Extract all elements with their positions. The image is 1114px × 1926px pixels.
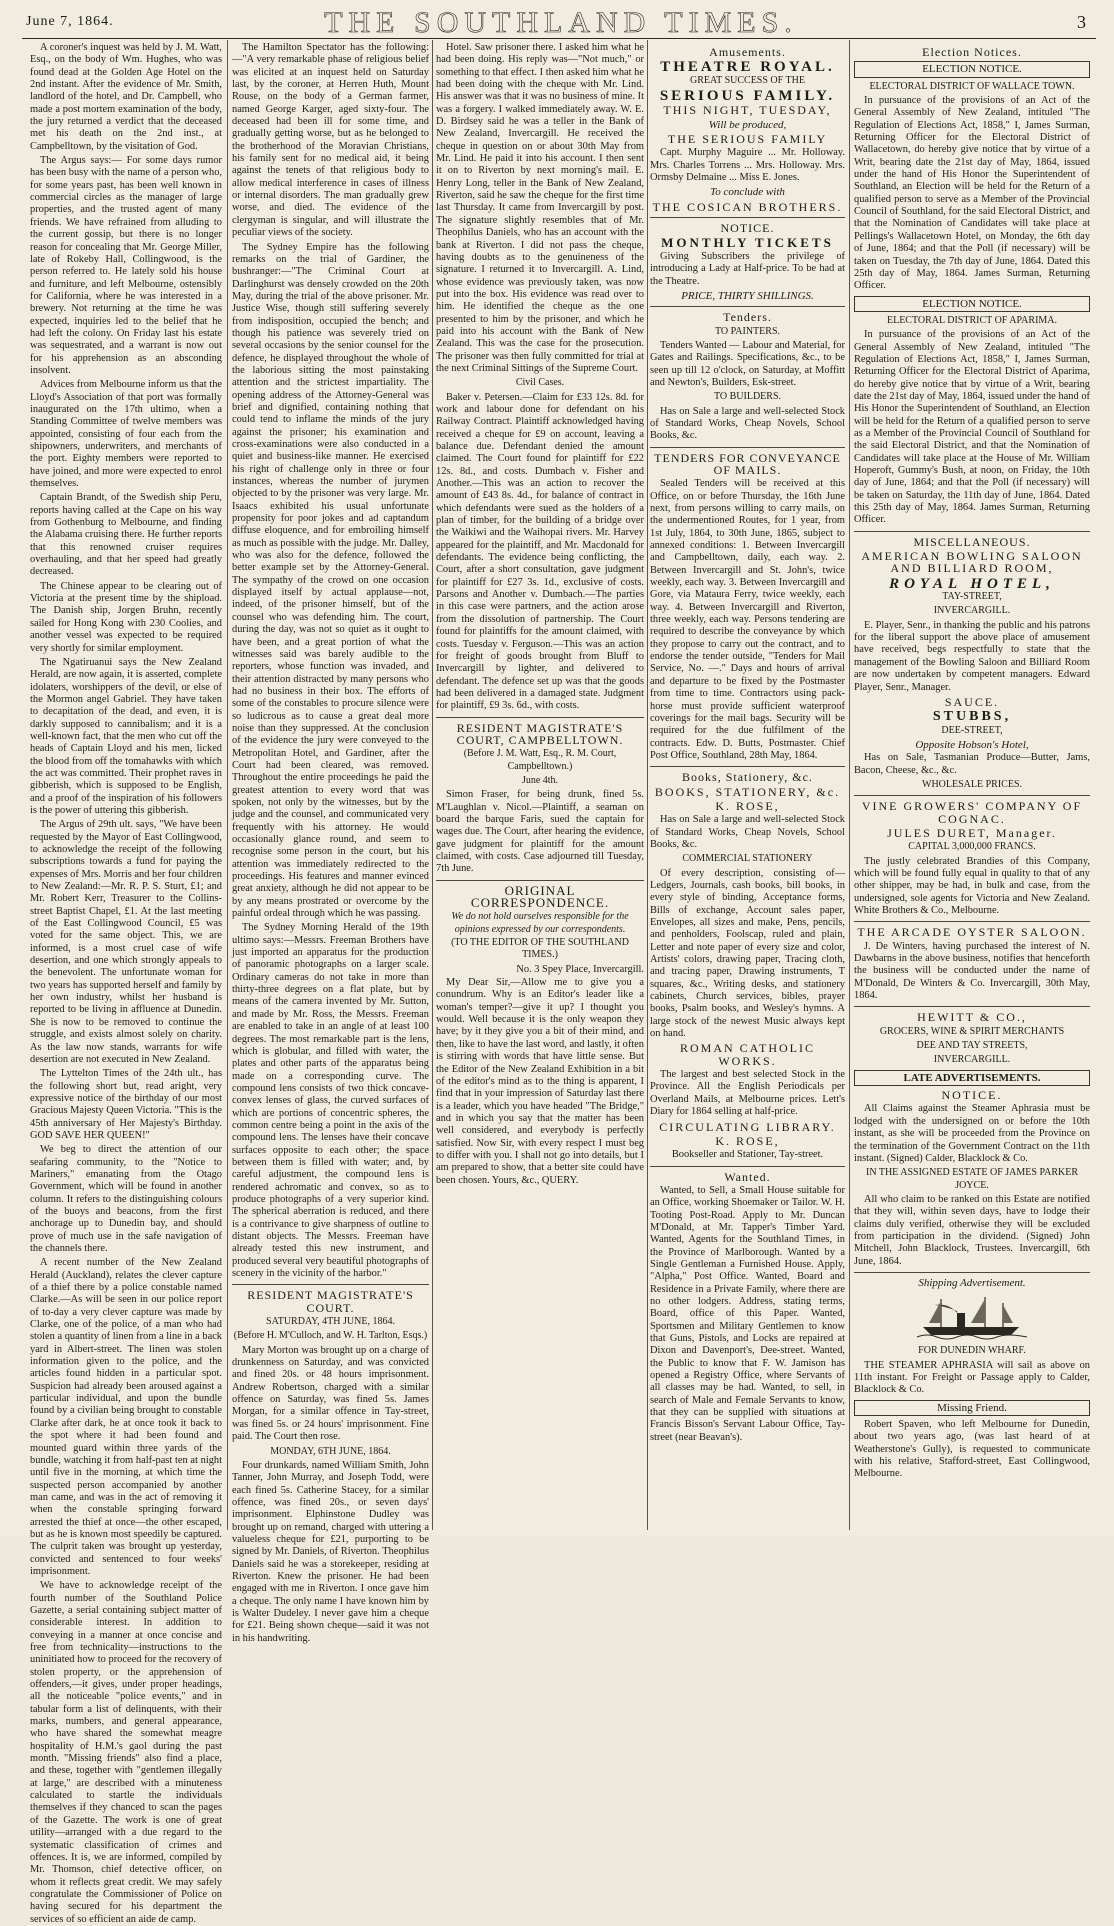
- play-name: SERIOUS FAMILY.: [659, 88, 836, 105]
- divider: [854, 1272, 1090, 1273]
- cast-list: Capt. Murphy Maguire ... Mr. Holloway. Mrs. Charles Torrens ... Mrs. Holloway. Mrs. Ormsby Delmaine ... Miss E. Jones.: [650, 147, 845, 184]
- oyster-saloon-text: J. De Winters, having purchased the interest of N. Dawbarns in the above business, notifies that henceforth the business will be conducted under the name of M'Donald, De Winters & Co. Invercargill, 30th May, 1864.: [854, 940, 1090, 1002]
- cognac-capital: CAPITAL 3,000,000 FRANCS.: [908, 841, 1036, 853]
- hotel-street: TAY-STREET,: [942, 591, 1002, 603]
- letter-address-line: (TO THE EDITOR OF THE SOUTHLAND TIMES.): [451, 937, 629, 961]
- court-report: Four drunkards, named William Smith, John Tanner, John Murray, and Joseph Todd, were each fined 5s. Catherine Stacey, for a similar offence, was fined 20s., or seven days' imprisonment. Elphinstone Dudley was brought up on remand, charged with uttering a valueless cheque for £21, purporting to be signed by Mr. Daniels, of Riverton. Theophilus Daniels said he was a storekeeper, residing at Riverton. Knew the prisoner. He had been engaged with me in Riverton. I once gave him a cheque. The only name I have known him by is Walter Dudeley. I never gave him a cheque for £21. Being shown cheque—said it was not in his handwriting.: [232, 1459, 429, 1644]
- hotel-town: INVERCARGILL.: [933, 605, 1011, 617]
- after-piece: THE COSICAN BROTHERS.: [652, 199, 843, 214]
- news-paragraph: Captain Brandt, of the Swedish ship Peru, reports having called at the Cape on his way from Gothenburg to Melbourne, and finding the Alabama cruising there. He further reports that this renowned cruiser requires overhauling, and that her speed had greatly decreased.: [30, 492, 222, 578]
- divider: [854, 1006, 1090, 1007]
- performance-night: THIS NIGHT, TUESDAY,: [663, 103, 832, 118]
- column-4: [650, 42, 845, 1532]
- court-report: Mary Morton was brought up on a charge of drunkenness on Saturday, and was convicted and fined 20s. or 48 hours imprisonment. Andrew Robertson, charged with a similar offence on Saturday, was fined 5s. James Morgan, for a similar offence in Tay-street, was fined 5s. or 24 hours' imprisonment. Fine paid. The Court then rose.: [232, 1344, 429, 1443]
- news-paragraph: The Lyttelton Times of the 24th ult., has the following short but, read aright, very expressive notice of the birthday of our most Gracious Majesty Queen Victoria. "This is the 45th anniversary of Her Majesty's Birthday. GOD SAVE HER QUEEN!": [30, 1068, 222, 1141]
- court-heading: RESIDENT MAGISTRATE'S COURT, CAMPBELLTOWN.: [456, 720, 624, 747]
- stationery-text: Of every description, consisting of—Ledgers, Journals, cash books, bill books, in every style of binding, Acceptance forms, Bills of exchange, Account sales paper, Envelopes, all sizes and make, Pens, pencils, and penholders, Foolscap, ruled and plain, Letter and note paper of every size and color, Artists' colors, drawing paper, Tracing cloth, and tracing paper, Drawing instruments, T squares, &c., Writing desks, and stationery cabinets, Church services, bibles, prayer books, Psalm books, and Wesley's hymns. A large stock of the newest Music always kept on hand.: [650, 867, 845, 1040]
- newspaper-title: THE SOUTHLAND TIMES.: [324, 6, 798, 39]
- ticket-price: PRICE, THIRTY SHILLINGS.: [681, 289, 814, 302]
- column-rule: [432, 40, 433, 1530]
- divider: [650, 217, 845, 218]
- mails-text: Sealed Tenders will be received at this Office, on or before Thursday, the 16th June next, from persons willing to carry mails, on the undermentioned Routes, for 1 year, from 1st July, 1864, to 30th June, 1865, subject to annexed conditions: 1. Between Invercargill and Campbelltown, daily, each way. 2. Between Invercargill and St. John's, twice weekly, each way. 3. Between Invercargill and Gore, via Mataura Ferry, twice weekly, each way. 4. Between Invercargill and Riverton, three weekly, each way. Persons tendering are required to describe the conveyance by which they propose to carry out the contract, and to endorse the tender outside, "Tenders for Mail Service, No. —." Days and hours of arrival and departure to be fixed by the Postmaster from time to time. Contractors using pack-horse must provide sufficient waterproof coverings for the mail bags. Security will be required for the due fulfilment of the contracts. Edw. D. Butts, Postmaster. Chief Post Office, Southland, 28th May, 1864.: [650, 478, 845, 761]
- wholesale-line: WHOLESALE PRICES.: [922, 778, 1022, 790]
- court-report: Simon Fraser, for being drunk, fined 5s. M'Laughlan v. Nicol.—Plaintiff, a seaman on board the barque Faris, sued the captain for wages due. The Court, after hearing the evidence, gave judgment for plaintiff for the amount claimed, with costs. Case adjourned till Tuesday, 7th June.: [436, 789, 644, 875]
- library-heading: CIRCULATING LIBRARY.: [659, 1119, 836, 1134]
- column-2: [232, 42, 429, 1644]
- news-paragraph: The Sydney Empire has the following remarks on the trial of Gardiner, the bushranger:—"The Criminal Court at Darlinghurst was densely crowded on the 20th May, during the trial of the above prisoner. Mr. Justice Wise, though still suffering severely from indisposition, occupied the bench; and though his patience was severely tried on several occasions by the senior counsel for the defence, he displayed throughout the whole of the laborious sitting the most painstaking attention and the strictest impartiality. The opening address of the Attorney-General was brief and dignified, containing nothing that could tend to inflame the minds of the jury against the prisoner; his examination and cross-examinations were also conducted in a quiet and business-like manner. He exercised his right of challenge only in three or four instances, whereas the number of jurymen objected to by the prisoner was very large. Mr. Isaacs exhibited his usual unfortunate propensity for poor jokes and ad captandum diffuse eloquence, and for embroiling himself as much as possible with the judge. Mr. Dalley, who was also for the defence, followed the better example set by the Attorney-General. The sympathy of the crowd on one occasion displayed itself by actual applause—not, indeed, of the prisoner himself, but of the counsel who was defending him. The court, during the day, was not so quiet as it ought to have been, and a great portion of what the witnesses said was barely audible to the reporters, whose function was invaded, and their attention distracted by many persons who had no business in their box. The efforts of some of the constables to procure silence were so ludicrous as to cause a great deal more noise than they suppressed. At the conclusion of the evidence the jury were conveyed to the Metropolitan Hotel, and Gardiner, after the Court had been cleared, was removed. Throughout the entire proceedings he paid the greatest attention to every word that was spoken, not only by the witnesses, but by the judge and the counsel, and communicated very frequently with his attorney. He would occasionally glance round, and seem to recognise some person in the court, but his attention was immediately redirected to the proceedings. His features and manner evinced great anxiety, although he did not appear to be by any means prostrated or overcome by the painful ordeal through which he was passing.: [232, 241, 429, 920]
- books-subheading: BOOKS, STATIONERY, &c.: [654, 784, 841, 799]
- page-number: 3: [1077, 12, 1086, 32]
- news-paragraph: We have to acknowledge receipt of the fourth number of the Southland Police Gazette, a serial containing subject matter of considerable interest. In addition to conveying in a manner at once concise and free from technicality—instructions to the uninitiated how to proceed for the recovery of stolen property, or the apprehension of offenders,—it gives, under proper headings, all the noticeable "police events," and in tabular form a list of delinquents, with their marks, numbers, and general appearance, who have shared the somewhat meagre hospitality of H.M.'s gaol during the past month. "Missing friends" also find a place, and these, together with "gentlemen illegally at large," are described with a minuteness calculated to startle the individuals themselves if they chanced to scan the pages of the Gazette. The work is one of great utility—arranged with a due regard to the systematic classification of crimes and offences. It is, we are informed, compiled by Mr. Thomson, chief detective officer, on whom it reflects great credit. We may safely congratulate the Commissioner of Police on having secured for his department the services of so efficient an aide de camp.: [30, 1580, 222, 1925]
- correspondence-disclaimer: We do not hold ourselves responsible for the opinions expressed by our correspondents.: [451, 911, 629, 935]
- cognac-text: The justly celebrated Brandies of this Company, which will be found fully equal in quality to that of any other shipper, may be had, in bulk and case, from the undersigned, sole agents for Victoria and New Zealand. White Brothers & Co., Melbourne.: [854, 855, 1090, 916]
- divider: [854, 531, 1090, 532]
- column-rule: [849, 40, 850, 1530]
- court-report: Baker v. Petersen.—Claim for £33 12s. 8d. for work and labour done for defendant on his Railway Contract. Plaintiff acknowledged having received a cheque for £9 on account, leaving a balance due. Defendant denied the amount claimed. The Court found for plaintiff for £22 12s. 8d., and costs. Dumbach v. Fisher and Another.—This was an action to recover the amount of £43 8s. 4d., for balance of contract in which defendants were sued as the holders of a plan of timber, for the building of a bridge over the Waikiwi and the Waihopai rivers. Mr. Harvey appeared for the plaintiff, and Mr. Macdonald for defendants. The evidence being conflicting, the Court, after a short consultation, gave judgment for plaintiff for £27 3s. 1d., exclusive of costs. Parsons and Another v. Dumbach.—The parties in this case were partners, and the action arose from the dissolution of partnership. The Court found for plaintiffs for the amount claimed, with costs. Tuesday v. Ferguson.—This was an action for freight of goods brought from Bluff to Invercargill by lighter, and delivered to defendant. The defence set up was that the goods had been delivered in a damaged state. Judgment for plaintiff, £9 3s. 6d., with costs.: [436, 391, 644, 712]
- sauce-heading: SAUCE.: [944, 694, 1000, 709]
- merchant-street: DEE-STREET,: [941, 724, 1003, 736]
- books-heading: Books, Stationery, &c.: [682, 770, 813, 785]
- masthead-rule: [22, 38, 1096, 39]
- tender-subheading: TO PAINTERS.: [714, 325, 780, 337]
- court-report: Hotel. Saw prisoner there. I asked him what he had been doing. His reply was—"Not much," or something to that effect. I then asked him what he had been doing with the cheque with Mr. Lind. His answer was that it was no business of mine. It was a forgery. I walked immediately away. W. E. D. Birdsey said he was a teller in the Bank of New Zealand, Invercargill. He received the cheque in question on or about 30th May from Mr. Lind. He paid it into his account. I then sent it on to Riverton by next morning's mail. E. Henry Long, teller in the Bank of New Zealand, Riverton, said he saw the cheque for the first time last Thursday. It came from Invercargill by post. The signature slightly resembles that of Mr. Theophilus Daniels, who has an account with the bank at Riverton. I did not pass the cheque, having doubts as to the genuineness of the signature. I returned it to Invercargill. A. Lind, whose evidence was previously taken, was now put into the box. His evidence was read over to him. He identified the cheque as the one presented to him by the prisoner, and which he paid into his account with the Bank of New Zealand. This was the case for the prosecution. The prisoner was then fully committed for trial at the next Criminal Sittings of the Supreme Court.: [436, 42, 644, 374]
- tender-text: Has on Sale a large and well-selected Stock of Standard Works, Cheap Novels, School Books, &c.: [650, 405, 845, 442]
- electoral-district: ELECTORAL DISTRICT OF APARIMA.: [886, 314, 1058, 326]
- saloon-text: E. Player, Senr., in thanking the public and his patrons for the liberal support the above place of amusement have received, begs respectfully to state that the management of the Bowling Saloon and Billiard Room are now undertaken by competent managers. Edward Player, Senr., Manager.: [854, 619, 1090, 693]
- cognac-heading: VINE GROWERS' COMPANY OF COGNAC.: [861, 799, 1083, 826]
- missing-friend-heading: Missing Friend.: [854, 1400, 1090, 1416]
- news-paragraph: A recent number of the New Zealand Herald (Auckland), relates the clever capture of a thief there by a police constable named Clarke.—As will be seen in our police report of to-day a very clever capture was made by Clarke, one of the police, of a man who had stolen a quantity of linen from a line in a back yard in Albert-street. The linen was stolen information given to the police, and the articles found hidden in a particular spot. Suspicion had already been aroused against a particular individual, and upon the bundle found by a civilian being brought to constable Clarke after dark, he at once took it back to the spot where it had been found and mounted guard within three yards of the bundle, watching it from half-past ten at night until five in the morning, at which time the suspected person accompanied by another man came, and was in the act of removing it when the constable springing forward arrested the thief at once—the other escaped, but as he is known most speedily be captured. The culprit taken was brought up yesterday, convicted and sentenced to four weeks' imprisonment.: [30, 1257, 222, 1577]
- missing-friend-text: Robert Spaven, who left Melbourne for Dunedin, about two years ago, (was last heard of at Weatherstone's Gully), is requested to communicate with his relative, Stafford-street, East Collingwood, Melbourne.: [854, 1419, 1090, 1480]
- column-1: [30, 42, 222, 1925]
- oyster-saloon-heading: THE ARCADE OYSTER SALOON.: [857, 925, 1087, 940]
- divider: [436, 717, 644, 718]
- catholic-works-heading: ROMAN CATHOLIC WORKS.: [679, 1041, 815, 1068]
- column-rule: [227, 40, 228, 1530]
- estate-heading: IN THE ASSIGNED ESTATE OF JAMES PARKER JOYCE.: [865, 1167, 1078, 1191]
- news-paragraph: The Ngatiruanui says the New Zealand Herald, are now again, it is asserted, complete idolaters, worshippers of the devil, or else of the Mormon angel Gabriel. They have taken to decapitation of the dead, and even, it is darkly supposed to cannibalism; and it is a well-known fact, that the men who cut off the heads of Captain Lloyd and his men, licked the blood from off the tomahawks with which the act was committed. Their prophet raves in gibberish, which is supposed to be English, and a proof of the inspiration of his followers is the power of uttering this gibberish.: [30, 656, 222, 816]
- divider: [650, 766, 845, 767]
- news-paragraph: A coroner's inquest was held by J. M. Watt, Esq., on the body of Wm. Hughes, who was found dead at the Golden Age Hotel on the 2nd instant. After the evidence of Mr. Smith, landlord of the hotel, and Dr. Campbell, who made a post mortem examination of the body, the jury returned a verdict that the deceased met his death on the 2nd inst., at Campbelltown, by the visitation of God.: [30, 42, 222, 152]
- news-paragraph: The Chinese appear to be clearing out of Victoria at the present time by the shipload. The Danish ship, Jorgen Bruhn, recently sailed for Hong Kong with 230 Coolies, and another vessel was expected to be required very shortly for similar employment.: [30, 580, 222, 654]
- wanted-heading: Wanted.: [724, 1169, 771, 1184]
- stationery-heading: COMMERCIAL STATIONERY: [682, 853, 813, 865]
- notice-heading: NOTICE.: [941, 1088, 1003, 1103]
- tickets-text: Giving Subscribers the privilege of introducing a Lady at Half-price. To be had at the Theatre.: [650, 250, 845, 287]
- divider: [854, 921, 1090, 922]
- library-text: Bookseller and Stationer, Tay-street.: [671, 1149, 824, 1161]
- theatre-title: THEATRE ROYAL.: [660, 59, 835, 76]
- bookseller-name: K. ROSE,: [715, 798, 780, 813]
- column-5: [854, 42, 1090, 1532]
- civil-cases-heading: Civil Cases.: [515, 377, 565, 389]
- election-notice-text: In pursuance of the provisions of an Act of the General Assembly of New Zealand, intituled "The Regulation of Elections Act, 1858," I, James Surman, Returning Officer for the Electoral District of Aparima, do hereby give notice that by virtue of a Writ, bearing date the 21st day of May, 1864, issued under the hand of His Honor the Superintendent of Southland, an Election will be held for the Return of a qualified person to serve as a Member of the Provincial Council of Southland for the said Electoral District, and that the Nomination of Candidates will take place at the House of Mr. William Hoperoft, Gummy's Bush, at noon, on Friday, the 10th day of June, 1864; and that the Poll (if necessary) will be taken on Saturday, the 11th day of June, 1864. Dated this 25th day of May, 1864. James Surman, Returning Officer.: [854, 329, 1090, 526]
- court-date: MONDAY, 6TH JUNE, 1864.: [270, 1445, 391, 1457]
- divider: [650, 1166, 845, 1167]
- news-paragraph: The Argus of 29th ult. says, "We have been requested by the Mayor of East Collingwood, to acknowledge the receipt of the following subscriptions towards a fund for paying the expenses of Mrs. Morris and her four children to New Zealand:—Mr. R. P. S. Sturt, £1; and Mr. Robert Kerr, Treasurer to the Collins-street Baptist Chapel, £1. At the last meeting of the East Collingwood Council, £5 was voted for the same object. This, we are informed, is a most cruel case of wife desertion, and one which strongly appeals to the benevolent. The unfortunate woman for two years has supported herself and family by her own industry, whilst her husband is reported to be living in affluence at Dunedin. She is now to be removed to continue the struggle, and exists almost solely on charity. As the law now stands, warrants for wife desertion are not executed in New Zealand.: [30, 819, 222, 1065]
- electoral-district: ELECTORAL DISTRICT OF WALLACE TOWN.: [869, 80, 1075, 92]
- merchant-text: Has on Sale, Tasmanian Produce—Butter, Jams, Bacon, Cheese, &c., &c.: [854, 752, 1090, 776]
- theatre-subtitle: GREAT SUCCESS OF THE: [690, 74, 805, 86]
- election-notices-heading: Election Notices.: [922, 45, 1022, 59]
- news-paragraph: Advices from Melbourne inform us that the Lloyd's Association of that port was formally inaugurated on the 17th ultimo, when a Standing Committee of twelve members was appointed, consisting of four each from the shipowners, underwriters, and merchants of the port. Eighty members were reported to have joined, and more were expected to enrol themselves.: [30, 379, 222, 490]
- divider: [232, 1284, 429, 1285]
- mails-heading: TENDERS FOR CONVEYANCE OF MAILS.: [654, 450, 841, 477]
- miscellaneous-heading: MISCELLANEOUS.: [913, 534, 1031, 549]
- conclude-line: To conclude with: [710, 186, 785, 199]
- saloon-heading: AMERICAN BOWLING SALOON AND BILLIARD ROOM,: [861, 549, 1083, 576]
- court-date: SATURDAY, 4TH JUNE, 1864.: [266, 1316, 395, 1328]
- grocer-trade: GROCERS, WINE & SPIRIT MERCHANTS: [879, 1025, 1065, 1037]
- letter-sender-address: No. 3 Spey Place, Invercargill.: [516, 963, 644, 975]
- masthead: [26, 6, 1096, 39]
- court-bench: (Before H. M'Culloch, and W. H. Tarlton, Esqs.): [233, 1330, 428, 1342]
- divider: [650, 306, 845, 307]
- shipping-heading: Shipping Advertisement.: [918, 1276, 1026, 1289]
- merchant-location: Opposite Hobson's Hotel,: [915, 738, 1029, 751]
- play-title: THE SERIOUS FAMILY: [667, 132, 828, 147]
- amusements-heading: Amusements.: [709, 45, 786, 59]
- tender-text: Tenders Wanted — Labour and Material, for Gates and Railings. Specifications, &c., to be seen up till 12 o'clock, on Saturday, at Moffitt and Newton's, Builders, Esk-street.: [650, 339, 845, 388]
- divider: [650, 447, 845, 448]
- tenders-heading: Tenders.: [723, 310, 772, 325]
- estate-text: All who claim to be ranked on this Estate are notified that they will, within seven days, have to lodge their claims duly verified, otherwise they will be excluded from participation in the dividend. (Signed) John Mitchell, John Blacklock, Trustees. Invercargill, 6th June, 1864.: [854, 1193, 1090, 1267]
- shipping-destination: FOR DUNEDIN WHARF.: [918, 1345, 1026, 1357]
- merchant-name: STUBBS,: [932, 709, 1012, 725]
- election-notice-box: ELECTION NOTICE.: [854, 61, 1090, 77]
- election-notice-box: ELECTION NOTICE.: [854, 296, 1090, 312]
- bookseller-name: K. ROSE,: [715, 1133, 780, 1148]
- news-paragraph: We beg to direct the attention of our seafaring community, to the "Notice to Mariners," emanating from the Otago Government, which will be found in another column. It refers to the distinguishing colours of the buoys and beacons, from the first anchorage up to Dunedin bay, and should prove of much use in the safe navigation of the channels there.: [30, 1144, 222, 1254]
- tender-subheading: TO BUILDERS.: [713, 391, 782, 403]
- wanted-text: Wanted, to Sell, a Small House suitable for an Office, working Shoemaker or Tailor. W. H. Tooting Post-Road. Apply to Mr. Duncan M'Donald, at Mr. Tapper's Timber Yard. Wanted, Agents for the Southland Times, in the Province of Marlborough. Wanted by a Single Gentleman a Furnished House. Apply, "Alpha," Post Office. Wanted, Board and Residence in a Private Family, where there are no other lodgers. Address, stating terms, Board, office of this Paper. Wanted, Sportsmen and Military Gentlemen to know that Guns, Pistols, and Locks are repaired at Dixon and Davenport's, Dee-street. Wanted, the Public to know that F. W. Jamison has opened a Registry Office, where Servants of all classes may be had. Wanted, to sell, in search of Male and Female Servants to know, that they can be supplied with situations at Francis Bisson's Servant Labour Office, Tay-street (near Beavan's).: [650, 1184, 845, 1443]
- correspondence-heading: ORIGINAL CORRESPONDENCE.: [470, 882, 610, 911]
- notice-heading: NOTICE.: [720, 221, 775, 236]
- divider: [854, 795, 1090, 796]
- hotel-name: ROYAL HOTEL,: [889, 575, 1055, 592]
- grocer-name: HEWITT & CO.,: [917, 1010, 1027, 1025]
- court-heading: RESIDENT MAGISTRATE'S COURT.: [247, 1288, 414, 1315]
- news-paragraph: The Argus says:— For some days rumor has been busy with the name of a person who, for some years past, has been well known in commercial circles as the manager of large properties, and the trusted agent of many friends. We have refrained from alluding to the current gossip, but there is no longer reason for concealing that Mr. George Miller, late of Rokeby Hall, Collingwood, is the person referred to. He lately sold his house and furniture, and left Melbourne, ostensibly for California, where he was interested in a brewery. Not returning at the time he was expected, inquiries led to the belief that he had left the colony. On Friday last his estate was sequestrated, and a warrant is now out for his apprehension as an absconding insolvent.: [30, 155, 222, 376]
- notice-text: All Claims against the Steamer Aphrasia must be lodged with the undersigned on or before the 10th instant, as she will be proceeded from the Province on the termination of the Government Contract on the 11th instant. (Signed) Calder, Blacklock & Co.: [854, 1103, 1090, 1164]
- shipping-text: THE STEAMER APHRASIA will sail as above on 11th instant. For Freight or Passage apply to Calder, Blacklock & Co.: [854, 1359, 1090, 1396]
- books-text: Has on Sale a large and well-selected Stock of Standard Works, Cheap Novels, School Books, &c.: [650, 814, 845, 850]
- cognac-manager: JULES DURET, Manager.: [887, 825, 1057, 840]
- court-bench: (Before J. M. Watt, Esq., R. M. Court, Campbelltown.): [463, 748, 617, 772]
- will-be-produced: Will be produced,: [708, 118, 787, 131]
- catholic-works-text: The largest and best selected Stock in the Province. All the English Periodicals per Overland Mails, at Melbourne prices. Lett's Diary for 1864 selling at half-price.: [650, 1069, 845, 1118]
- court-date: June 4th.: [521, 774, 559, 786]
- column-3: [436, 42, 644, 1532]
- steamship-icon: [917, 1293, 1027, 1341]
- tickets-heading: MONTHLY TICKETS: [661, 235, 834, 251]
- election-notice-text: In pursuance of the provisions of an Act of the General Assembly of New Zealand, intituled "The Regulation of Elections Act, 1858," I, James Surman, Returning Officer for the Electoral District of Wallacetown, do hereby give notice that by virtue of a Writ, bearing date the 21st day of May, 1864, issued under the hand of His Honor the Superintendent of Southland, an Election will be held for the Return of a qualified person to serve as a Member of the Provincial Council of Southland, for the said Electoral District, and that the Nomination of Candidates will take place at Pellings's Wallacetown Hotel, on Monday, the 6th day of June, 1864; and that the Poll (if necessary) will be taken on Tuesday, the 7th day of June, 1864. Dated this 25th day of May, 1864. James Surman, Returning Officer.: [854, 95, 1090, 292]
- letter-text: My Dear Sir,—Allow me to give you a conundrum. Why is an Editor's leader like a woman's temper?—give it up? I thought you would. Well because it is the only weapon they have; by it they give you a bit of their mind, and then, like to have the last word, and lastly, it often is stirring with words that have little sense. But the Editor of the New Zealand Exhibition in a bit of the editor's mind as to the thing is apparent, I find that in your impression of Saturday last there is a leader, which you have headed "The Bridge," and in which you say that the matter has been well considered, and everybody is perfectly satisfied. Now Sir, with every respect I must beg to differ with you. I shall not go into details, but I am prepared to show, that a better site could have been chosen. Yours, &c., QUERY.: [436, 977, 644, 1186]
- grocer-streets: DEE AND TAY STREETS,: [916, 1040, 1028, 1052]
- late-advertisements-heading: LATE ADVERTISEMENTS.: [854, 1070, 1090, 1086]
- news-paragraph: The Hamilton Spectator has the following:—"A very remarkable phase of religious belief was elicited at an inquest held on Saturday last, by the coroner, at Herren Huth, Mount Rouse, on the body of a German farmer, named George Karger, aged sixty-four. The deceased had been ill for some time, and gradually getting worse, but as he belonged to the brotherhood of the Moravian Christians, his family sent for no medical aid, it being against the tenets of that religious body to allow medical interference in cases of illness or internal disorders. The man gradually grew worse, and died. The evidence of the clergyman is singular, and will illustrate the peculiar views of the society.: [232, 42, 429, 239]
- grocer-town: INVERCARGILL.: [933, 1054, 1011, 1066]
- news-paragraph: The Sydney Morning Herald of the 19th ultimo says:—Messrs. Freeman Brothers have just imported an apparatus for the production of panoramic photographs on a larger scale. Ordinary cameras do not take in more than thirty-three degrees on a flat plate, but by means of the camera invented by Mr. Sutton, and made by Mr. Ross, the Messrs. Freeman are enabled to take in an angle of at least 100 degrees. The most remarkable part is the lens, which is globular, and filled with water, the plates and other parts of the apparatus being made on a corresponding curve. The compound lens consists of two thick concave-convex lenses of glass, the curved surfaces of which are portions of concentric spheres, the common centre being a point in the axis of the compound lens. The lenses have their concave surfaces opposite to each other; the space between them is filled with water; and, by careful adjustment, the compound lens is rendered achromatic and convex, so as to produce photographs of a very superior kind. The spherical aberration is reduced, and there is a contrivance to give sharpness of outline to distant objects. The Messrs. Freeman have already tested this new instrument, and produced several very beautiful photographs of scenery in the vicinity of the harbor.": [232, 922, 429, 1280]
- column-rule: [647, 40, 648, 1530]
- divider: [436, 880, 644, 881]
- issue-date: June 7, 1864.: [26, 14, 114, 29]
